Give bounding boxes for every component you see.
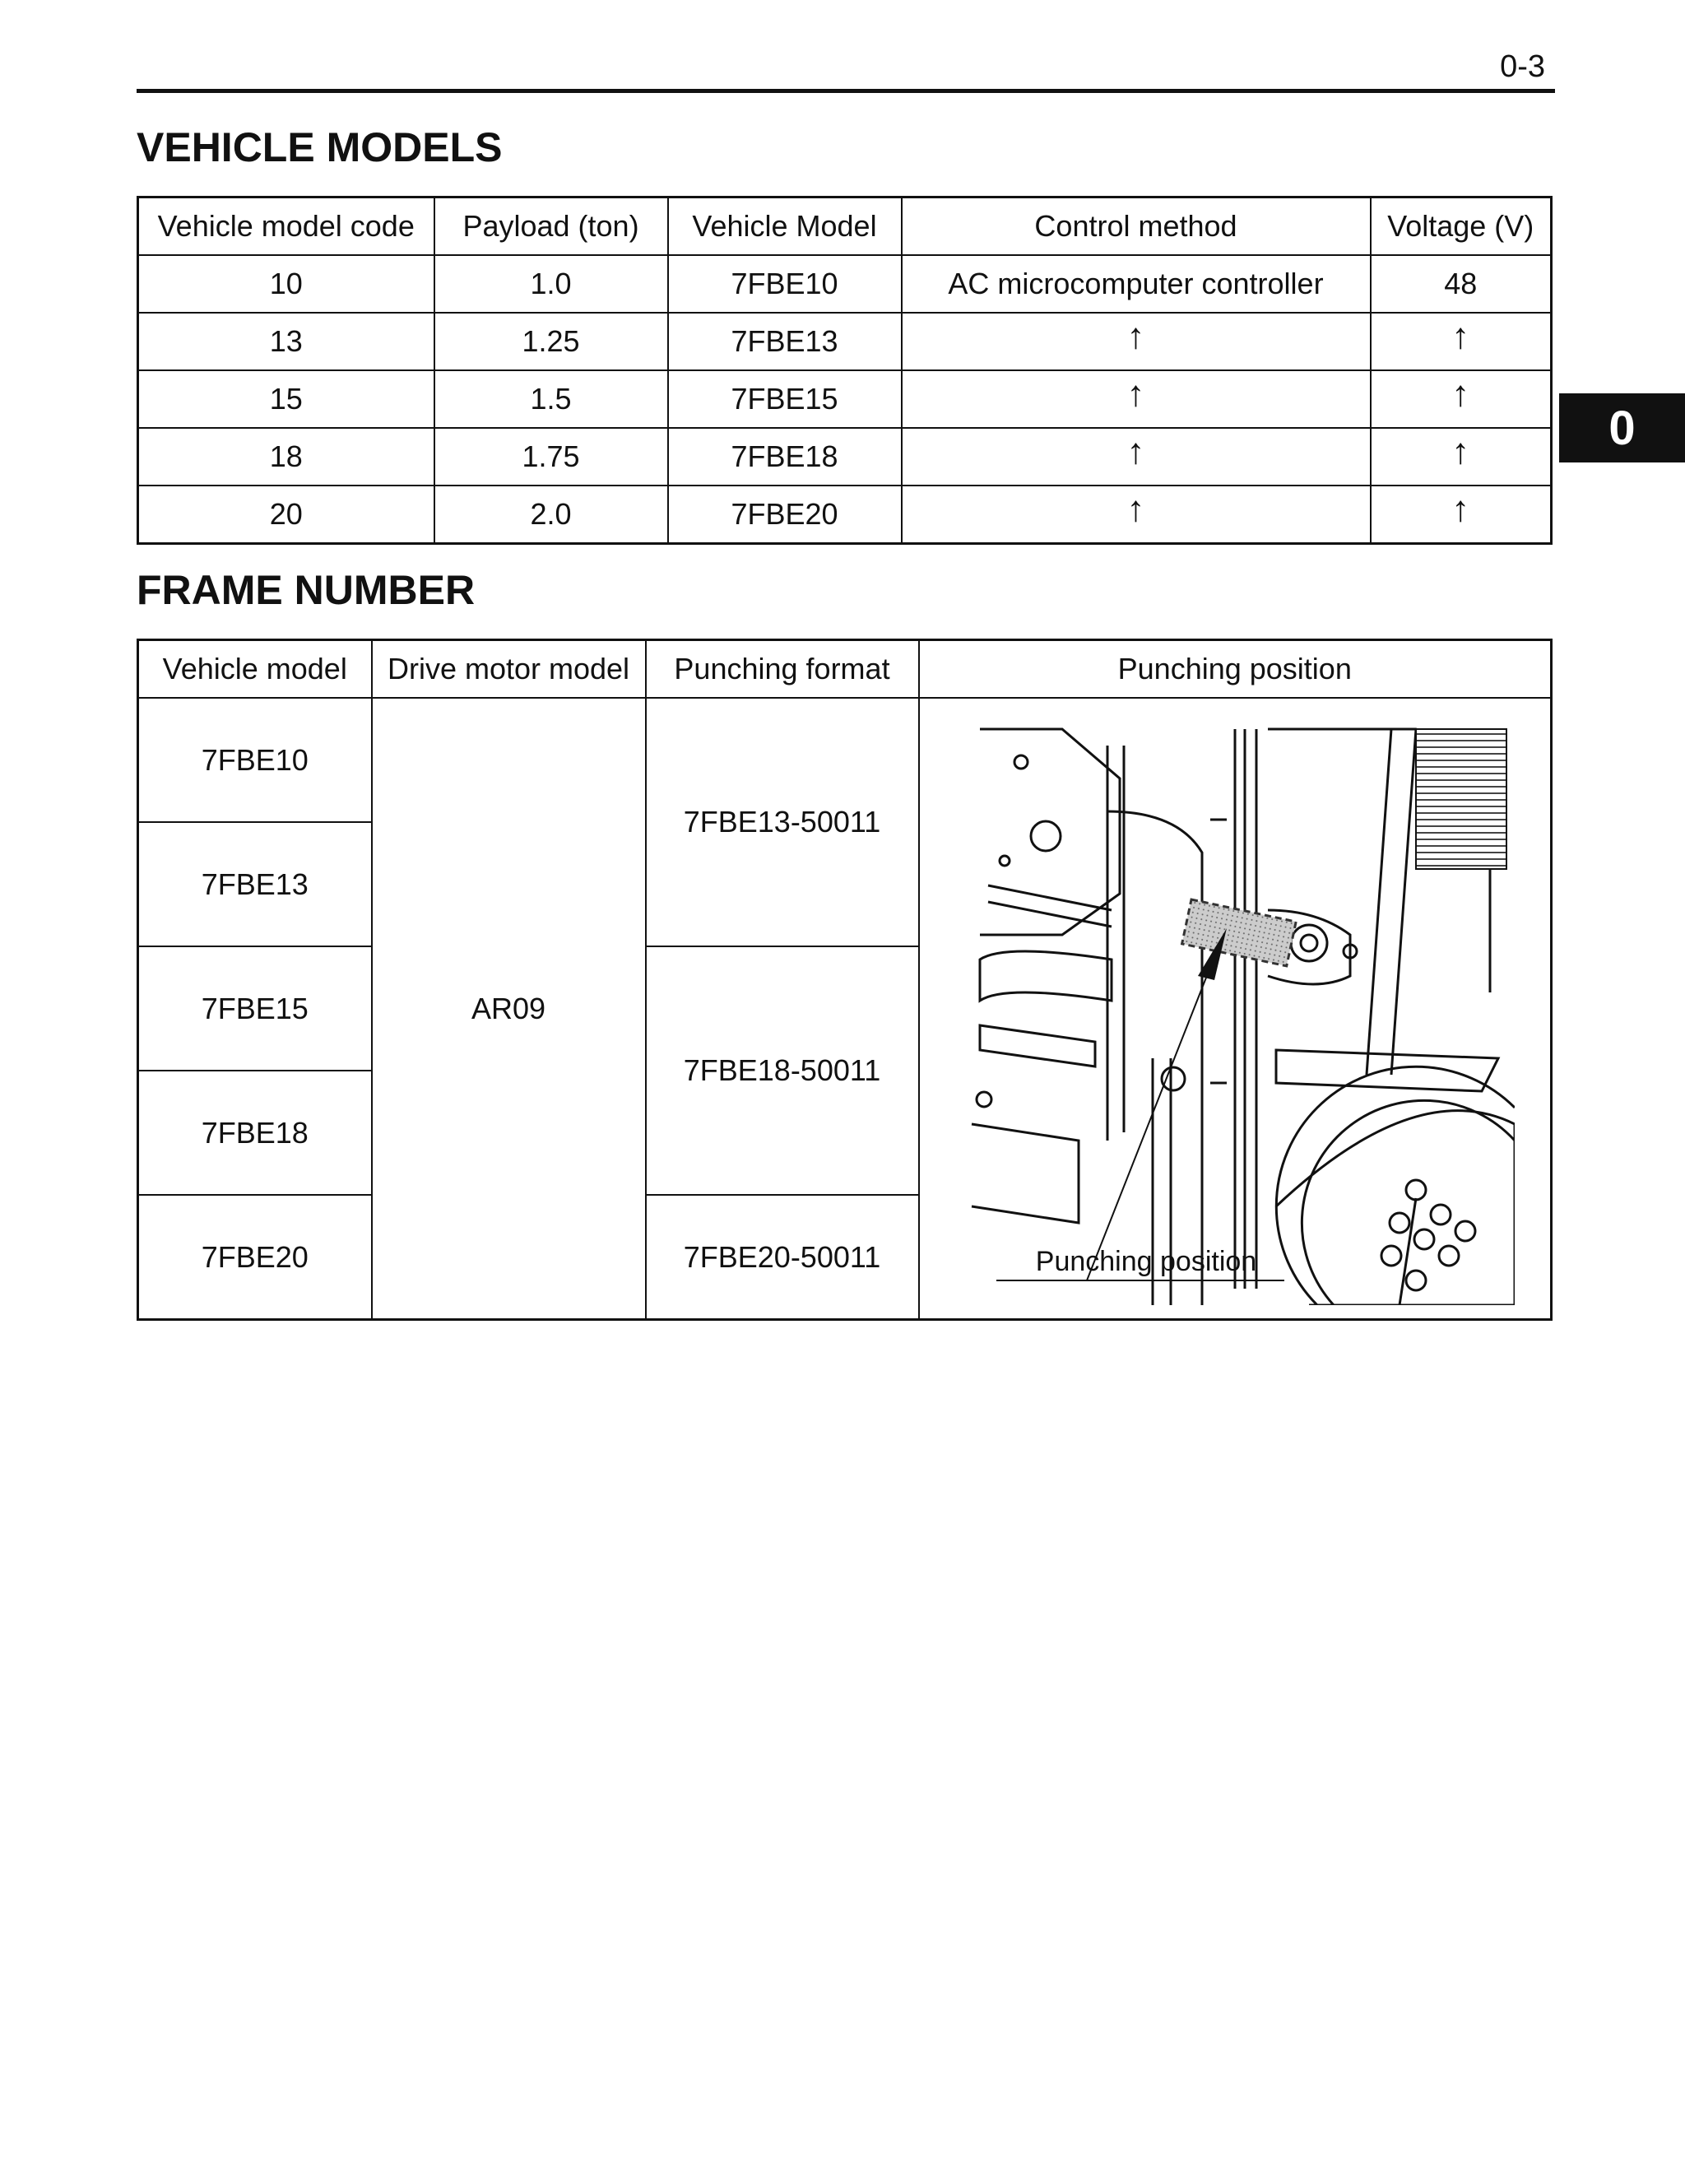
- cell-code: 15: [138, 370, 434, 428]
- ditto-arrow-icon: ↑: [1451, 488, 1470, 529]
- ditto-arrow-icon: ↑: [1451, 373, 1470, 414]
- cell-model: 7FBE13: [668, 313, 902, 370]
- vehicle-models-table: [137, 196, 1553, 545]
- cell-model: 7FBE10: [668, 255, 902, 313]
- cell-punching-format: 7FBE20-50011: [646, 1195, 919, 1320]
- cell-vehicle-model: 7FBE10: [138, 698, 372, 822]
- cell-control: AC microcomputer controller: [902, 255, 1371, 313]
- punching-position-cell: [919, 698, 1552, 1320]
- cell-control: [902, 428, 1371, 486]
- cell-voltage: [1371, 486, 1552, 544]
- cell-payload: 1.5: [434, 370, 668, 428]
- cell-voltage: [1371, 428, 1552, 486]
- header-drive-motor-model: Drive motor model: [372, 640, 646, 699]
- forklift-illustration: [955, 713, 1515, 1305]
- cell-vehicle-model: 7FBE15: [138, 946, 372, 1071]
- leader-line: [1087, 978, 1206, 1280]
- table-row: [138, 370, 1552, 428]
- cell-vehicle-model: 7FBE20: [138, 1195, 372, 1320]
- cell-payload: 1.0: [434, 255, 668, 313]
- header-punching-format: Punching format: [646, 640, 919, 699]
- cell-vehicle-model: 7FBE13: [138, 822, 372, 946]
- header-rule: [137, 89, 1555, 93]
- header-vehicle-model: Vehicle model: [138, 640, 372, 699]
- ditto-arrow-icon: ↑: [1451, 430, 1470, 472]
- cell-code: 13: [138, 313, 434, 370]
- cell-control: [902, 370, 1371, 428]
- table-row: [138, 313, 1552, 370]
- cell-control: [902, 313, 1371, 370]
- hatched-panel: [1416, 729, 1506, 869]
- cell-model: 7FBE20: [668, 486, 902, 544]
- cell-code: 20: [138, 486, 434, 544]
- ditto-arrow-icon: ↑: [1126, 315, 1145, 356]
- cell-voltage: 48: [1371, 255, 1552, 313]
- header-payload: Payload (ton): [434, 197, 668, 256]
- ditto-arrow-icon: ↑: [1126, 373, 1145, 414]
- header-vehicle-model: Vehicle Model: [668, 197, 902, 256]
- cell-payload: 1.75: [434, 428, 668, 486]
- header-control-method: Control method: [902, 197, 1371, 256]
- cell-control: [902, 486, 1371, 544]
- table-row: [138, 428, 1552, 486]
- cell-payload: 1.25: [434, 313, 668, 370]
- frame-number-table: [137, 639, 1553, 1321]
- cell-voltage: [1371, 313, 1552, 370]
- cell-drive-motor: AR09: [372, 698, 646, 1320]
- ditto-arrow-icon: ↑: [1451, 315, 1470, 356]
- table-row: [138, 698, 1552, 822]
- ditto-arrow-icon: ↑: [1126, 430, 1145, 472]
- ditto-arrow-icon: ↑: [1126, 488, 1145, 529]
- table-row: [138, 255, 1552, 313]
- cell-code: 18: [138, 428, 434, 486]
- frame-number-title: FRAME NUMBER: [137, 567, 476, 613]
- page-number: 0-3: [1500, 49, 1545, 84]
- cell-payload: 2.0: [434, 486, 668, 544]
- table-header-row: [138, 640, 1552, 699]
- cell-vehicle-model: 7FBE18: [138, 1071, 372, 1195]
- cell-model: 7FBE18: [668, 428, 902, 486]
- cell-model: 7FBE15: [668, 370, 902, 428]
- section-tab: 0: [1559, 393, 1685, 462]
- table-row: [138, 486, 1552, 544]
- header-vehicle-model-code: Vehicle model code: [138, 197, 434, 256]
- header-voltage: Voltage (V): [1371, 197, 1552, 256]
- vehicle-models-title: VEHICLE MODELS: [137, 124, 503, 170]
- cell-code: 10: [138, 255, 434, 313]
- cell-punching-format: 7FBE13-50011: [646, 698, 919, 946]
- table-header-row: [138, 197, 1552, 256]
- cell-punching-format: 7FBE18-50011: [646, 946, 919, 1195]
- cell-voltage: [1371, 370, 1552, 428]
- punching-position-label: Punching position: [1035, 1245, 1256, 1277]
- header-punching-position: Punching position: [919, 640, 1552, 699]
